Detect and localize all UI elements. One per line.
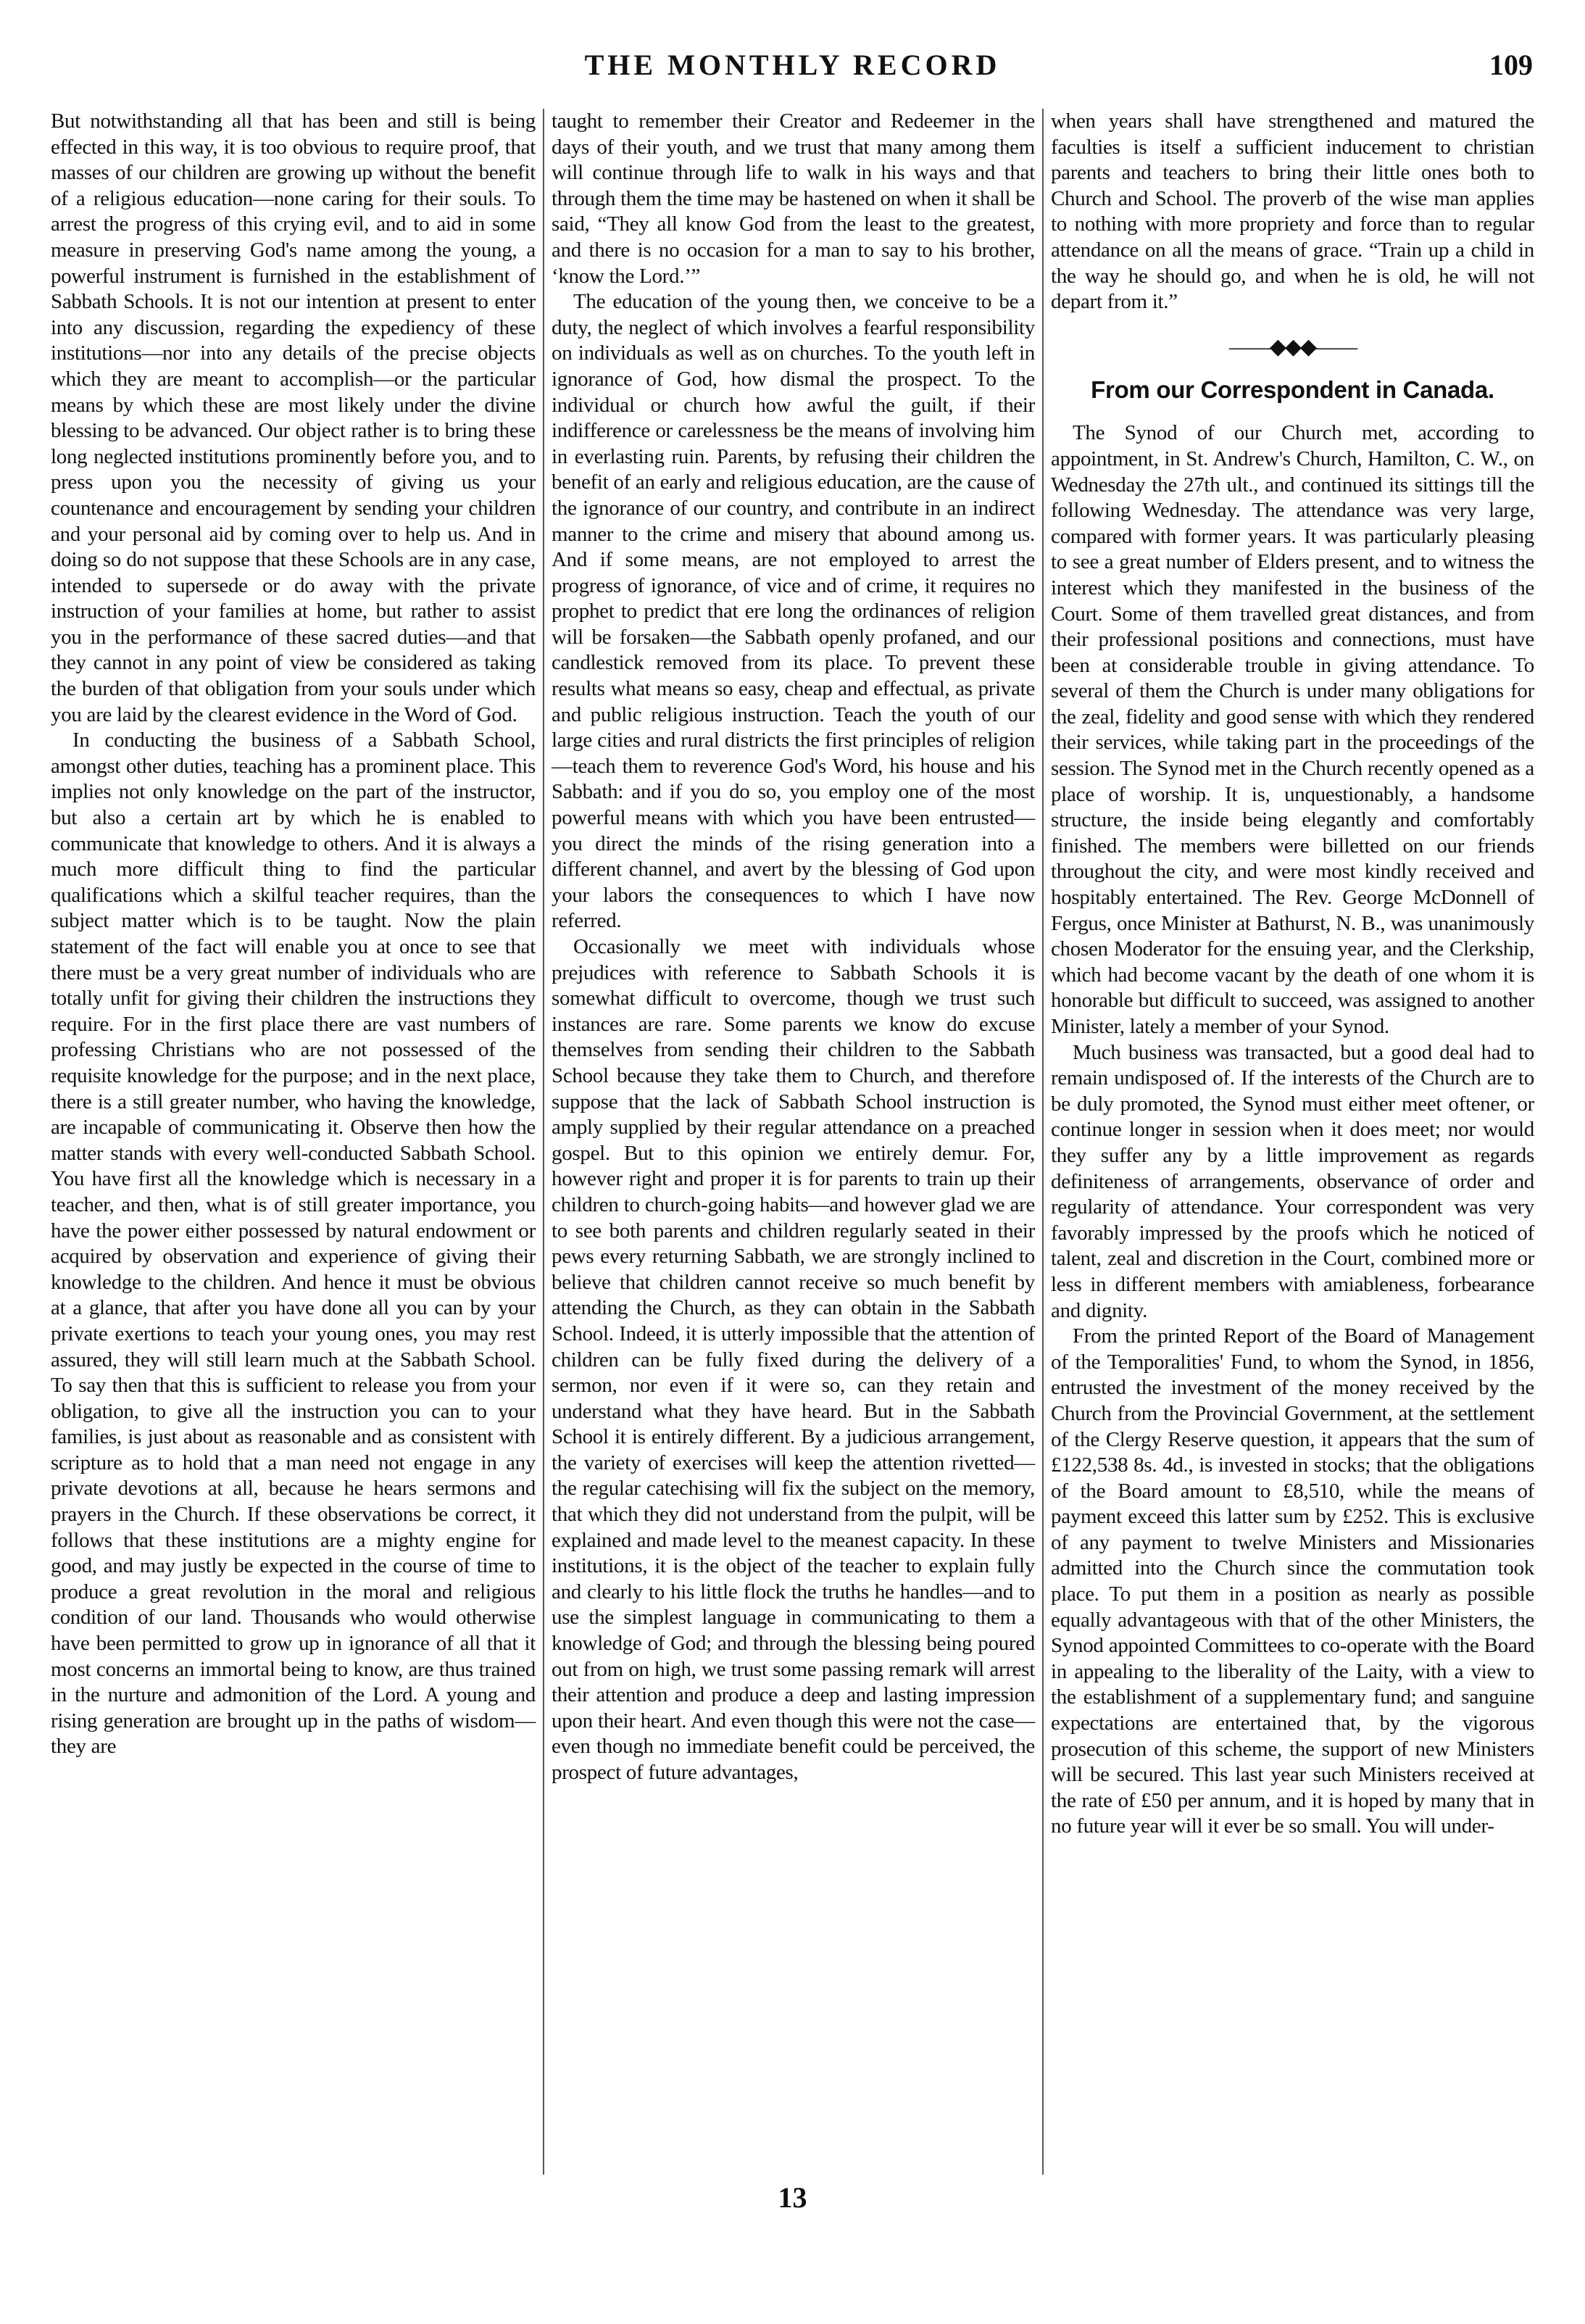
ornamental-divider: ——◆◆◆—— — [1228, 334, 1357, 359]
section-heading: From our Correspondent in Canada. — [1091, 376, 1494, 404]
running-title: THE MONTHLY RECORD — [584, 49, 1001, 81]
column-3 — [1042, 109, 1542, 2175]
column-2-paragraph-3: Occasionally we meet with individuals whose prejudices with reference to Sabbath Schools it is somewhat difficult to overcome, though we trust such instances are rare. Some parents we know do excuse themselves from sending their children to the Sabbath School because they take them to Church, and therefore suppose that the lack of Sabbath School instruction is amply supplied by their regular attendance on a preached gospel. But to this opinion we entirely demur. For, however right and proper it is for parents to train up their children to church-going habits—and however glad we are to see both parents and children regularly seated in their pews every returning Sabbath, we are strongly inclined to believe that children cannot receive so much benefit by attending the Church, as they can obtain in the Sabbath School. Indeed, it is utterly impossible that the attention of children can be fully fixed during the delivery of a sermon, nor even if it were so, can they retain and understand what they have heard. But in the Sabbath School it is entirely different. By a judicious arrangement, the variety of exercises will keep the attention rivetted—the regular catechising will fix the subject on the memory, that which they did not understand from the pulpit, will be explained and made level to the meanest capacity. In these institutions, it is the object of the teacher to explain fully and clearly to his little flock the truths he handles—and to use the simplest language in communicating to them a knowledge of God; and through the blessing being poured out from on high, we trust some passing remark will arrest their attention and produce a deep and lasting impression upon their heart. And even though this were not the case—even though no immediate benefit could be perceived, the prospect of future advantages, — [552, 935, 1035, 1784]
column-3-section-paragraph-2: Much business was transacted, but a good deal had to remain undisposed of. If the interests of the Church are to be duly promoted, the Synod must either meet oftener, or continue longer in session when it does meet; nor would they suffer any by a little improvement as regards definiteness of arrangements, observance of order and regularity of attendance. Your correspondent was very favorably impressed by the proofs which he noticed of talent, zeal and discretion in the Court, combined more or less in different members with amiableness, forbearance and dignity. — [1051, 1040, 1534, 1322]
column-1-paragraph-2: In conducting the business of a Sabbath School, amongst other duties, teaching has a prominent place. This implies not only knowledge on the part of the instructor, but also a certain art by which he is enabled to communicate that knowledge to others. And it is always a much more difficult thing to find the particular qualifications which a skilful teacher requires, than the subject matter which is to be taught. Now the plain statement of the fact will enable you at once to see that there must be a very great number of individuals who are totally unfit for giving their children the instructions they require. For in the first place there are vast numbers of professing Christians who are not possessed of the requisite knowledge for the purpose; and in the next place, there is a still greater number, who having the knowledge, are incapable of communicating it. Observe then how the matter stands with every well-conducted Sabbath School. You have first all the knowledge which is necessary in a teacher, and then, what is of still greater importance, you have the power either possessed by natural endowment or acquired by observation and experience of giving their knowledge to the children. And hence it must be obvious at a glance, that after you have done all you can by your private exertions to teach your young ones, you may rest assured, they will still learn much at the Sabbath School. To say then that this is sufficient to release you from your obligation, to give all the instruction you can to your families, is just about as reasonable and as consistent with scripture as to hold that a man need not engage in any private devotions at all, because he hears sermons and prayers in the Church. If these observations be correct, it follows that these institutions are a mighty engine for good, and may justly be expected in the course of time to produce a great revolution in the moral and religious condition of our land. Thousands who would otherwise have been permitted to grow up in ignorance of all that it most concerns an immortal being to know, are thus trained in the nurture and admonition of the Lord. A young and rising generation are brought up in the paths of wisdom—they are — [51, 729, 536, 1759]
column-2-paragraph-1: taught to remember their Creator and Redeemer in the days of their youth, and we trust that many among them will continue through life to walk in his ways and that through them the time may be hastened on when it shall be said, “They all know God from the least to the greatest, and there is no occasion for a man to say to his brother, ‘know the Lord.’” — [552, 109, 1035, 288]
column-3-paragraph-1: when years shall have strengthened and matured the faculties is itself a sufficient inducement to christian parents and teachers to bring their little ones both to Church and School. The proverb of the wise man applies to nothing with more propriety and force than to regular attendance on all the means of grace. “Train up a child in the way he should go, and when he is old, he will not depart from it.” — [1051, 109, 1534, 314]
text-columns — [43, 109, 1542, 2175]
column-1-paragraph-1: But notwithstanding all that has been and still is being effected in this way, it is too obvious to require proof, that masses of our children are growing up without the benefit of a religious education—none caring for their souls. To arrest the progress of this crying evil, and to aid in some measure in preserving God's name among the young, a powerful instrument is furnished in the establishment of Sabbath Schools. It is not our intention at present to enter into any discussion, regarding the expediency of these institutions—nor into any details of the precise objects which they are meant to accomplish—or the particular means by which these are most likely under the divine blessing to be advanced. Our object rather is to bring these long neglected institutions prominently before you, and to press upon you the necessity of giving us your countenance and encouragement by sending your children and your personal aid by coming over to help us. And in doing so do not suppose that these Schools are in any case, intended to supersede or do away with the private instruction of your families at home, but rather to assist you in the performance of these sacred duties—and that they cannot in any point of view be considered as taking the burden of that obligation from your souls under which you are laid by the clearest evidence in the Word of God. — [51, 109, 536, 726]
signature-mark: 13 — [778, 2181, 807, 2214]
running-head — [43, 48, 1542, 91]
page-number: 109 — [1489, 49, 1533, 81]
column-3-section-paragraph-1: The Synod of our Church met, according to appointment, in St. Andrew's Church, Hamilton, C. W., on Wednesday the 27th ult., and continued its sittings till the following Wednesday. The attendance was very large, compared with former years. It was particularly pleasing to see a great number of Elders present, and to witness the interest which they manifested in the business of the Court. Some of them travelled great distances, and from their professional positions and connections, must have been at considerable trouble in giving attendance. To several of them the Church is under many obligations for the zeal, fidelity and good sense with which they rendered their services, while taking part in the proceedings of the session. The Synod met in the Church recently opened as a place of worship. It is, unquestionably, a handsome structure, the inside being elegantly and comfortably finished. The members were billetted on our friends throughout the city, and were most kindly received and hospitably entertained. The Rev. George McDonnell of Fergus, once Minister at Bathurst, N. B., was unanimously chosen Moderator for the ensuing year, and the Clerkship, which had become vacant by the death of one whom it is honorable but difficult to succeed, was assigned to another Minister, lately a member of your Synod. — [1051, 421, 1534, 1038]
column-2 — [543, 109, 1042, 2175]
column-2-paragraph-2: The education of the young then, we conceive to be a duty, the neglect of which involves a fearful responsibility on individuals as well as on churches. To the youth left in ignorance of God, how dismal the prospect. To the individual or church how awful the guilt, if their indifference or carelessness be the means of involving him in everlasting ruin. Parents, by refusing their children the benefit of an early and religious education, are the cause of the ignorance of our country, and contribute in an indirect manner to the crime and misery that abound among us. And if some means, are not employed to arrest the progress of ignorance, of vice and of crime, it requires no prophet to predict that ere long the ordinances of religion will be forsaken—the Sabbath openly profaned, and our candlestick removed from its place. To prevent these results what means so easy, cheap and effectual, as private and public religious instruction. Teach the youth of our large cities and rural districts the first principles of religion—teach them to reverence God's Word, his house and his Sabbath: and if you do so, you employ one of the most powerful means with which you have been entrusted—you direct the minds of the rising generation into a different channel, and avert by the blessing of God upon your labors the consequences to which I have now referred. — [552, 290, 1035, 933]
column-1 — [43, 109, 543, 2175]
column-3-section-paragraph-3: From the printed Report of the Board of Management of the Temporalities' Fund, to whom the Synod, in 1856, entrusted the investment of the money received by the Church from the Provincial Government, at the settlement of the Clergy Reserve question, it appears that the sum of £122,538 8s. 4d., is invested in stocks; that the obligations of the Board amount to £8,510, while the means of payment exceed this latter sum by £252. This is exclusive of any payment to twelve Ministers and Missionaries admitted into the Church since the commutation took place. To put them in a position as nearly as possible equally advantageous with that of the other Ministers, the Synod appointed Committees to co-operate with the Board in appealing to the liberality of the Laity, with a view to the establishment of a supplementary fund; and sanguine expectations are entertained that, by the vigorous prosecution of this scheme, the support of new Ministers will be secured. This last year such Ministers received at the rate of £50 per annum, and it is hoped by many that in no future year will it ever be so small. You will under- — [1051, 1324, 1534, 1838]
